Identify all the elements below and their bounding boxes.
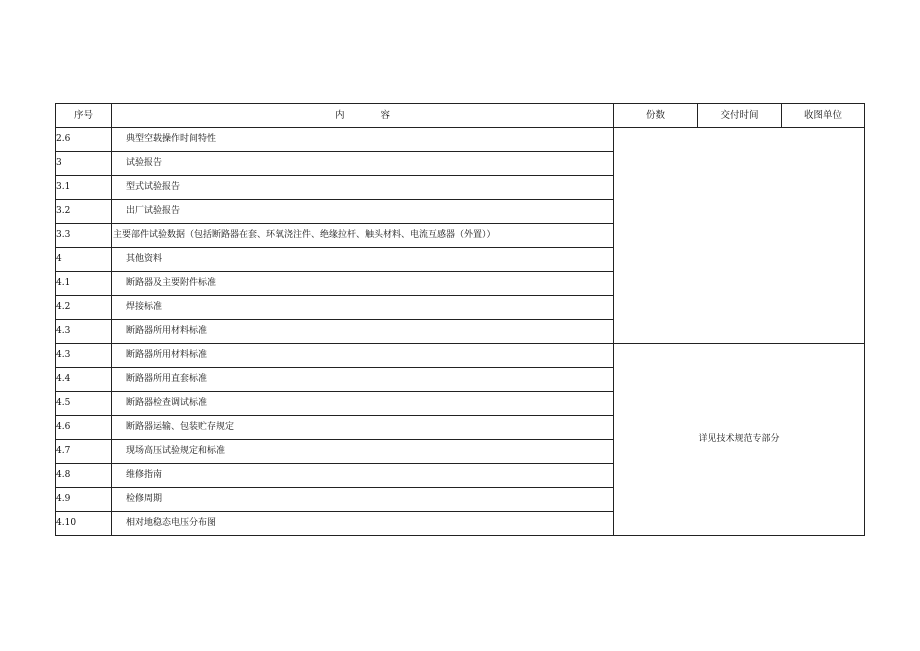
row-number: 4.1: [56, 272, 112, 296]
row-content: [112, 440, 614, 464]
row-content-text: 断路器所用材料标准: [126, 326, 208, 336]
row-content: [112, 272, 614, 296]
row-content: [112, 224, 614, 248]
row-content: [112, 128, 614, 152]
row-content: [112, 392, 614, 416]
row-content-text: 断路器运输、包装贮存规定: [126, 422, 235, 432]
row-content: [112, 512, 614, 536]
row-number: 4.7: [56, 440, 112, 464]
row-number: 4.3: [56, 320, 112, 344]
row-number: 4.9: [56, 488, 112, 512]
row-content-text: 型式试验报告: [126, 182, 181, 192]
row-content-text: 断路器检查调试标准: [126, 398, 208, 408]
row-content-text: 主要部件试验数据（包括断路器在套、环氧浇注件、绝缘拉杆、触头材料、电流互感器（外置））: [113, 230, 496, 240]
row-number: 4.10: [56, 512, 112, 536]
row-content: [112, 296, 614, 320]
row-content: [112, 152, 614, 176]
row-content: [112, 416, 614, 440]
row-content: [112, 320, 614, 344]
row-content: [112, 368, 614, 392]
header-content-char-1: 内: [334, 110, 345, 121]
row-content-text: 维修指南: [126, 470, 163, 480]
merged-note-cell: 详见技术规范专部分: [614, 344, 865, 536]
row-content-text: 检修周期: [126, 494, 163, 504]
table-row: [56, 128, 865, 152]
row-number: 2.6: [56, 128, 112, 152]
row-number: 4.5: [56, 392, 112, 416]
row-number: 4.3: [56, 344, 112, 368]
row-content-text: 出厂试验报告: [126, 206, 181, 216]
document-table: [55, 103, 865, 536]
row-number: 4.4: [56, 368, 112, 392]
row-number: 3.1: [56, 176, 112, 200]
header-serial-number: 序号: [56, 104, 112, 128]
row-content-text: 断路器及主要附件标准: [126, 278, 217, 288]
row-number: 4.2: [56, 296, 112, 320]
row-content-text: 断路器所用材料标准: [126, 350, 208, 360]
row-number: 4: [56, 248, 112, 272]
row-content: [112, 488, 614, 512]
row-content: [112, 200, 614, 224]
row-content: [112, 176, 614, 200]
merged-blank-cell-upper: [614, 128, 865, 344]
row-number: 4.8: [56, 464, 112, 488]
row-content: [112, 344, 614, 368]
row-content-text: 试验报告: [126, 158, 163, 168]
header-content-char-2: 容: [380, 110, 391, 121]
header-delivery-time: 交付时间: [698, 104, 782, 128]
row-content-text: 焊接标准: [126, 302, 163, 312]
table-header-row: [56, 104, 865, 128]
row-number: 3: [56, 152, 112, 176]
row-number: 3.3: [56, 224, 112, 248]
row-content-text: 现场高压试验规定和标准: [126, 446, 226, 456]
row-content: [112, 248, 614, 272]
row-content-text: 典型空载操作时间特性: [126, 134, 217, 144]
header-content: [112, 104, 614, 128]
row-content-text: 其他资料: [126, 254, 163, 264]
table-row: [56, 344, 865, 368]
row-number: 4.6: [56, 416, 112, 440]
row-number: 3.2: [56, 200, 112, 224]
row-content-text: 断路器所用直套标准: [126, 374, 208, 384]
row-content-text: 相对地稳态电压分布图: [126, 518, 217, 528]
row-content: [112, 464, 614, 488]
header-copies: 份数: [614, 104, 698, 128]
header-recipient-unit: 收图单位: [782, 104, 865, 128]
